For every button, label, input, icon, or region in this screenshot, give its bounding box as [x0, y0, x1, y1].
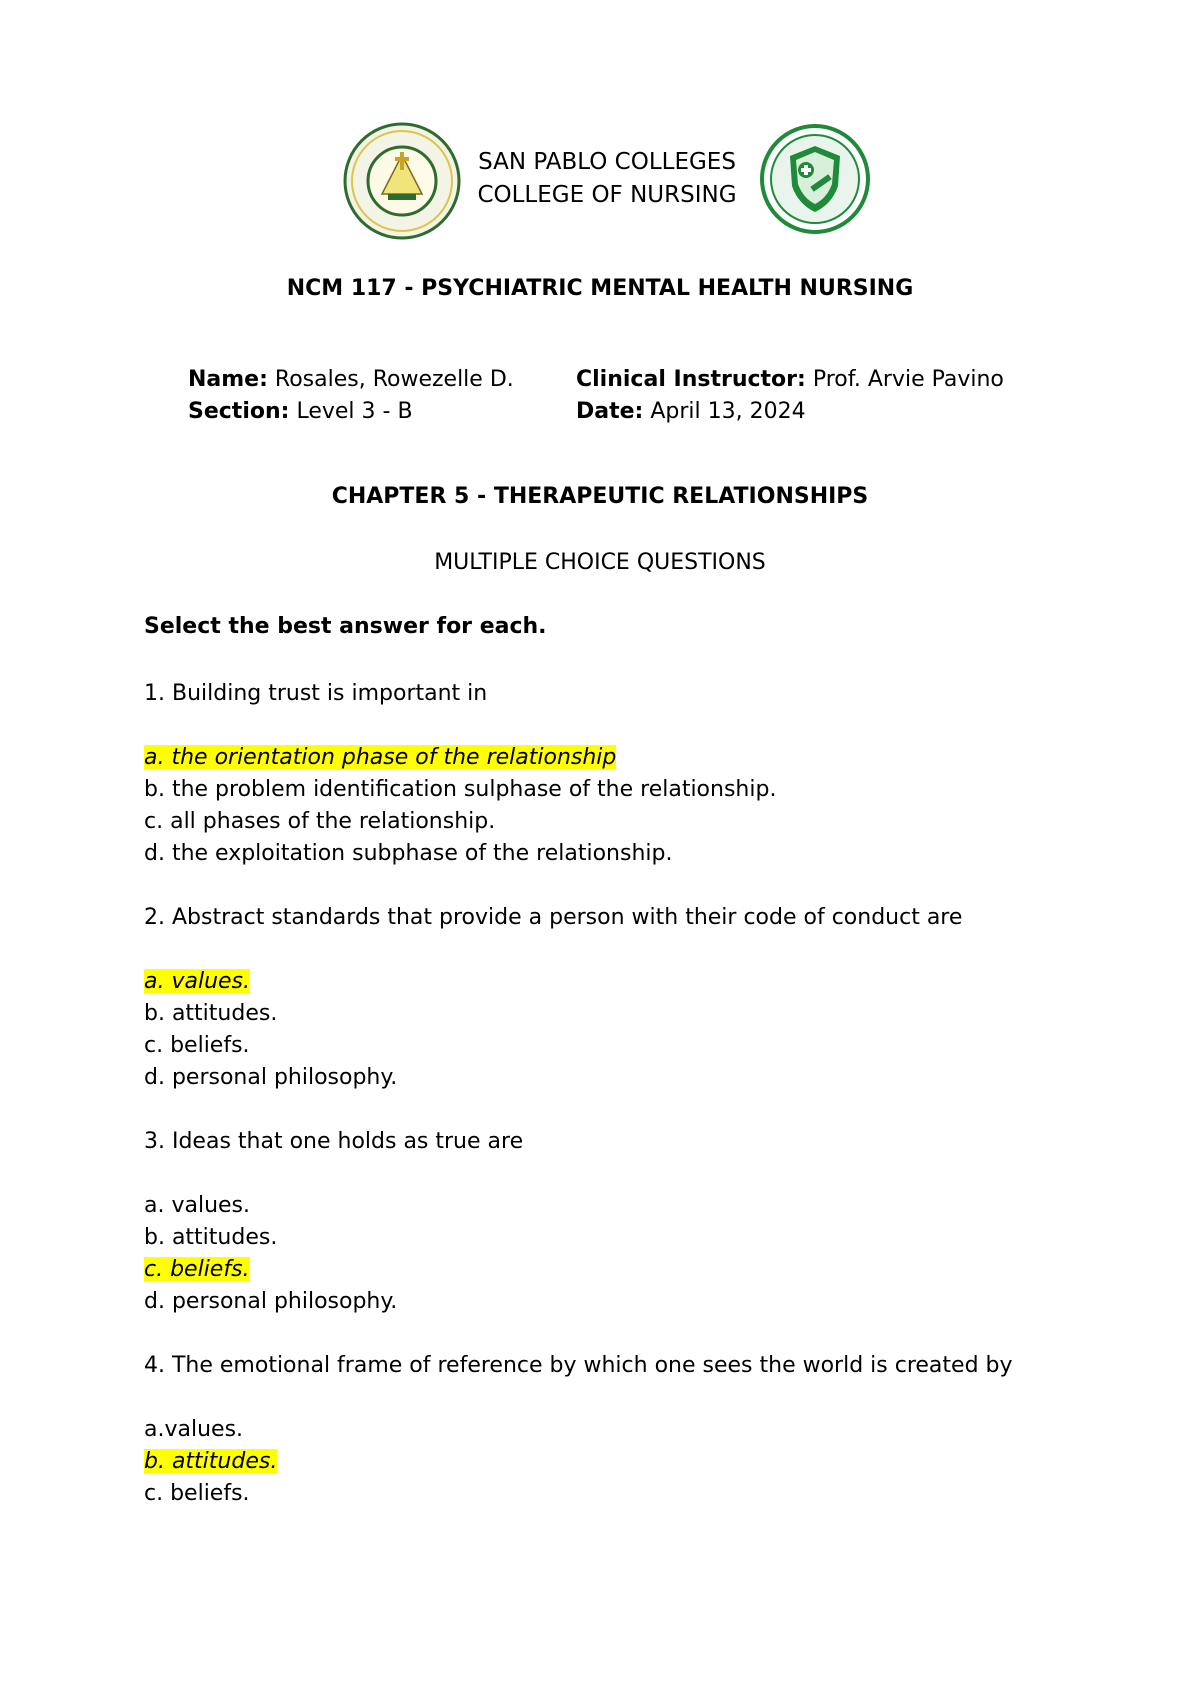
student-info-left	[188, 364, 514, 428]
school-heading	[462, 146, 752, 212]
chapter-title: CHAPTER 5 - THERAPEUTIC RELATIONSHIPS	[331, 484, 869, 509]
section-title: MULTIPLE CHOICE QUESTIONS	[434, 550, 766, 575]
question-4	[144, 1350, 1074, 1510]
question-option-selected: a. the orientation phase of the relationship	[144, 745, 617, 770]
question-option: d. personal philosophy.	[144, 1065, 398, 1090]
instructor-label: Clinical Instructor:	[576, 367, 806, 392]
question-stem: 4. The emotional frame of reference by which one sees the world is created by	[144, 1353, 1013, 1378]
course-title: NCM 117 - PSYCHIATRIC MENTAL HEALTH NURSING	[286, 276, 914, 301]
san-pablo-colleges-seal-icon	[342, 122, 462, 240]
question-stem: 1. Building trust is important in	[144, 681, 488, 706]
college-name: COLLEGE OF NURSING	[477, 182, 737, 208]
school-name: SAN PABLO COLLEGES	[478, 149, 736, 175]
date-row	[576, 396, 1004, 428]
question-option-selected: b. attitudes.	[144, 1449, 278, 1474]
question-option-selected: c. beliefs.	[144, 1257, 250, 1282]
question-option: d. the exploitation subphase of the relationship.	[144, 841, 673, 866]
college-of-nursing-seal-icon	[760, 124, 870, 234]
question-3	[144, 1126, 1074, 1318]
question-2	[144, 902, 1074, 1094]
question-option: c. beliefs.	[144, 1481, 250, 1506]
section-value: Level 3 - B	[296, 399, 413, 424]
question-option: b. the problem identification sulphase of the relationship.	[144, 777, 777, 802]
question-option: c. all phases of the relationship.	[144, 809, 496, 834]
date-value: April 13, 2024	[650, 399, 806, 424]
instructor-value: Prof. Arvie Pavino	[812, 367, 1004, 392]
name-value: Rosales, Rowezelle D.	[274, 367, 514, 392]
question-1	[144, 678, 1074, 870]
question-option: b. attitudes.	[144, 1225, 278, 1250]
question-option-selected: a. values.	[144, 969, 251, 994]
section-label: Section:	[188, 399, 290, 424]
name-label: Name:	[188, 367, 268, 392]
instruction-text: Select the best answer for each.	[144, 614, 547, 639]
question-option: b. attitudes.	[144, 1001, 278, 1026]
instructor-row	[576, 364, 1004, 396]
section-row	[188, 396, 514, 428]
question-stem: 2. Abstract standards that provide a person with their code of conduct are	[144, 905, 963, 930]
question-option: a.values.	[144, 1417, 244, 1442]
question-option: a. values.	[144, 1193, 251, 1218]
name-row	[188, 364, 514, 396]
question-option: c. beliefs.	[144, 1033, 250, 1058]
question-option: d. personal philosophy.	[144, 1289, 398, 1314]
date-label: Date:	[576, 399, 644, 424]
student-info-right	[576, 364, 1004, 428]
question-stem: 3. Ideas that one holds as true are	[144, 1129, 524, 1154]
